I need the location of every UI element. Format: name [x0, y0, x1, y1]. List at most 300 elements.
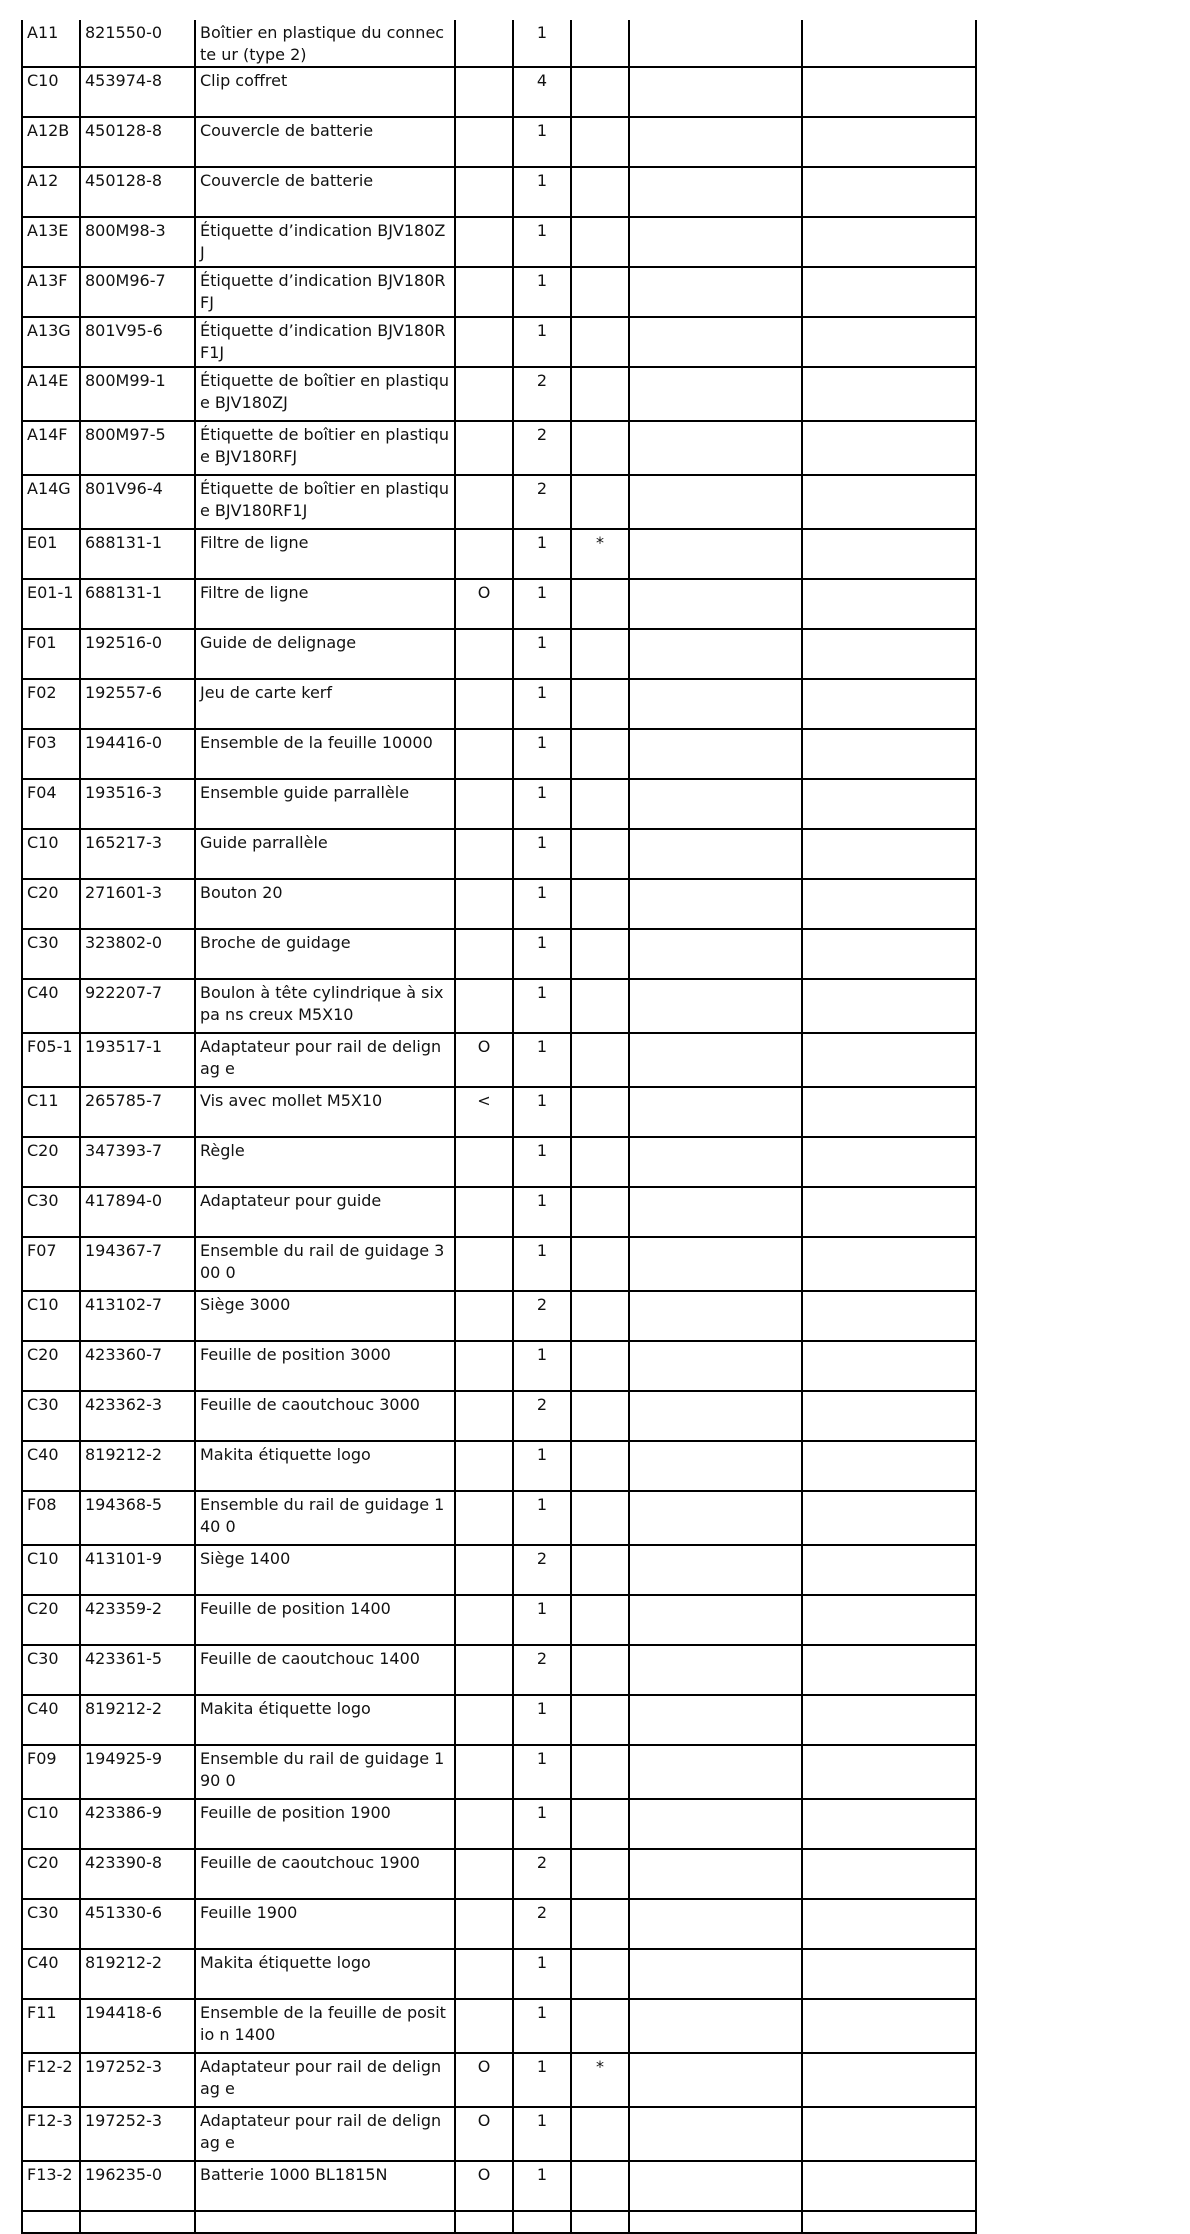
- table-row: [22, 117, 976, 167]
- cell-blank: [629, 829, 802, 879]
- cell-description: Adaptateur pour guide: [195, 1187, 455, 1237]
- cell-note: [571, 217, 629, 267]
- cell-blank: [802, 421, 976, 475]
- cell-ref: C20: [22, 1137, 80, 1187]
- table-row: [22, 1799, 976, 1849]
- cell-option: [455, 1441, 513, 1491]
- cell-blank: [802, 1441, 976, 1491]
- cell-qty: 1: [513, 217, 571, 267]
- cell-qty: 1: [513, 2161, 571, 2211]
- cell-ref: C10: [22, 1799, 80, 1849]
- cell-blank: [629, 1595, 802, 1645]
- table-row: [22, 2053, 976, 2107]
- cell-description: Feuille de caoutchouc 1400: [195, 1645, 455, 1695]
- cell-description: Feuille de position 3000: [195, 1341, 455, 1391]
- cell-ref: F07: [22, 1237, 80, 1291]
- cell-description: Jeu de carte kerf: [195, 679, 455, 729]
- cell-blank: [629, 217, 802, 267]
- cell-description: Filtre de ligne: [195, 529, 455, 579]
- cell-part-no: 453974-8: [80, 67, 195, 117]
- cell-blank: [629, 1999, 802, 2053]
- cell-note: [571, 1799, 629, 1849]
- cell-description: Adaptateur pour rail de delignag e: [195, 2053, 455, 2107]
- cell-note: [571, 1595, 629, 1645]
- cell-description: Ensemble du rail de guidage 190 0: [195, 1745, 455, 1799]
- cell-note: [571, 1999, 629, 2053]
- cell-blank: [802, 1595, 976, 1645]
- table-row: [22, 67, 976, 117]
- cell-blank: [629, 679, 802, 729]
- cell-part-no: 192516-0: [80, 629, 195, 679]
- cell-ref: C20: [22, 1595, 80, 1645]
- cell-note: [571, 2161, 629, 2211]
- cell-option: [455, 979, 513, 1033]
- cell-description: Guide de delignage: [195, 629, 455, 679]
- table-row: [22, 1645, 976, 1695]
- table-row: [22, 1237, 976, 1291]
- cell-ref: C40: [22, 1441, 80, 1491]
- table-row: [22, 167, 976, 217]
- cell-qty: 1: [513, 2107, 571, 2161]
- cell-blank: [629, 629, 802, 679]
- parts-table-body: [22, 20, 976, 2233]
- cell-qty: 1: [513, 529, 571, 579]
- cell-note: [571, 629, 629, 679]
- cell-blank: [629, 2211, 802, 2233]
- cell-ref: A13G: [22, 317, 80, 367]
- cell-blank: [629, 1799, 802, 1849]
- cell-description: Batterie 1000 BL1815N: [195, 2161, 455, 2211]
- cell-blank: [629, 929, 802, 979]
- cell-part-no: 197252-3: [80, 2107, 195, 2161]
- cell-ref: C30: [22, 1187, 80, 1237]
- cell-option: [455, 1695, 513, 1745]
- cell-part-no: 194416-0: [80, 729, 195, 779]
- cell-ref: E01: [22, 529, 80, 579]
- cell-blank: [629, 1695, 802, 1745]
- cell-description: Vis avec mollet M5X10: [195, 1087, 455, 1137]
- cell-option: [455, 779, 513, 829]
- cell-description: Filtre de ligne: [195, 579, 455, 629]
- cell-blank: [802, 1695, 976, 1745]
- cell-blank: [802, 267, 976, 317]
- cell-note: [571, 421, 629, 475]
- cell-description: Ensemble guide parrallèle: [195, 779, 455, 829]
- cell-option: [455, 1899, 513, 1949]
- table-row: [22, 2107, 976, 2161]
- cell-ref: C30: [22, 1645, 80, 1695]
- cell-blank: [629, 2107, 802, 2161]
- cell-note: [571, 1695, 629, 1745]
- table-row: [22, 1087, 976, 1137]
- cell-blank: [802, 729, 976, 779]
- cell-blank: [629, 367, 802, 421]
- cell-blank: [629, 1391, 802, 1441]
- table-row: [22, 1137, 976, 1187]
- cell-note: [571, 1645, 629, 1695]
- cell-part-no: 271601-3: [80, 879, 195, 929]
- cell-part-no: 196235-0: [80, 2161, 195, 2211]
- cell-description: Feuille de caoutchouc 1900: [195, 1849, 455, 1899]
- cell-blank: [629, 579, 802, 629]
- cell-qty: 1: [513, 1949, 571, 1999]
- cell-blank: [802, 317, 976, 367]
- cell-blank: [802, 1491, 976, 1545]
- cell-option: O: [455, 1033, 513, 1087]
- cell-description: Boulon à tête cylindrique à six pa ns creux M5X10: [195, 979, 455, 1033]
- cell-blank: [629, 20, 802, 67]
- cell-part-no: 194925-9: [80, 1745, 195, 1799]
- cell-part-no: 423362-3: [80, 1391, 195, 1441]
- cell-description: Broche de guidage: [195, 929, 455, 979]
- cell-blank: [629, 1545, 802, 1595]
- cell-blank: [802, 629, 976, 679]
- cell-description: Feuille de caoutchouc 3000: [195, 1391, 455, 1441]
- cell-part-no: 450128-8: [80, 117, 195, 167]
- cell-ref: F04: [22, 779, 80, 829]
- cell-note: [571, 779, 629, 829]
- cell-blank: [802, 979, 976, 1033]
- cell-blank: [629, 421, 802, 475]
- cell-part-no: 423361-5: [80, 1645, 195, 1695]
- cell-blank: [802, 2107, 976, 2161]
- cell-qty: 1: [513, 979, 571, 1033]
- table-row: [22, 829, 976, 879]
- cell-description: Ensemble du rail de guidage 140 0: [195, 1491, 455, 1545]
- cell-description: Étiquette de boîtier en plastique BJV180RF1J: [195, 475, 455, 529]
- cell-blank: [629, 729, 802, 779]
- table-row: [22, 1745, 976, 1799]
- cell-part-no: 193516-3: [80, 779, 195, 829]
- cell-qty: 1: [513, 879, 571, 929]
- cell-blank: [629, 1033, 802, 1087]
- cell-note: [571, 317, 629, 367]
- cell-part-no: 193517-1: [80, 1033, 195, 1087]
- cell-qty: 1: [513, 1187, 571, 1237]
- cell-ref: C10: [22, 829, 80, 879]
- cell-part-no: 450128-8: [80, 167, 195, 217]
- cell-ref: A13F: [22, 267, 80, 317]
- cell-option: O: [455, 2053, 513, 2107]
- cell-ref: F01: [22, 629, 80, 679]
- cell-blank: [802, 1899, 976, 1949]
- cell-qty: 1: [513, 1745, 571, 1799]
- cell-blank: [802, 2161, 976, 2211]
- cell-note: [571, 1237, 629, 1291]
- cell-qty: 1: [513, 317, 571, 367]
- cell-blank: [802, 1391, 976, 1441]
- table-row: [22, 1695, 976, 1745]
- cell-option: [455, 475, 513, 529]
- cell-qty: 1: [513, 779, 571, 829]
- cell-blank: [802, 1645, 976, 1695]
- cell-blank: [802, 579, 976, 629]
- cell-qty: 1: [513, 1595, 571, 1645]
- cell-qty: 1: [513, 267, 571, 317]
- cell-description: Makita étiquette logo: [195, 1441, 455, 1491]
- cell-blank: [629, 1491, 802, 1545]
- cell-description: Ensemble du rail de guidage 300 0: [195, 1237, 455, 1291]
- cell-note: [571, 1033, 629, 1087]
- cell-description: Étiquette d’indication BJV180RF1J: [195, 317, 455, 367]
- cell-blank: [629, 1949, 802, 1999]
- cell-part-no: 800M97-5: [80, 421, 195, 475]
- cell-blank: [629, 1645, 802, 1695]
- cell-note: [571, 67, 629, 117]
- table-row: [22, 679, 976, 729]
- cell-ref: C11: [22, 1087, 80, 1137]
- cell-qty: 2: [513, 1849, 571, 1899]
- cell-note: [571, 1849, 629, 1899]
- cell-part-no: 423390-8: [80, 1849, 195, 1899]
- table-row: [22, 2161, 976, 2211]
- table-row: [22, 1391, 976, 1441]
- cell-blank: [629, 879, 802, 929]
- cell-blank: [629, 2161, 802, 2211]
- cell-part-no: 451330-6: [80, 1899, 195, 1949]
- cell-blank: [802, 1087, 976, 1137]
- cell-blank: [802, 1341, 976, 1391]
- cell-note: [571, 367, 629, 421]
- cell-description: Guide parrallèle: [195, 829, 455, 879]
- cell-description: Bouton 20: [195, 879, 455, 929]
- table-row: [22, 475, 976, 529]
- cell-qty: 1: [513, 1799, 571, 1849]
- cell-description: Couvercle de batterie: [195, 167, 455, 217]
- cell-qty: 1: [513, 117, 571, 167]
- cell-part-no: 323802-0: [80, 929, 195, 979]
- cell-qty: 1: [513, 579, 571, 629]
- cell-note: [571, 267, 629, 317]
- cell-ref: F02: [22, 679, 80, 729]
- cell-part-no: 194418-6: [80, 1999, 195, 2053]
- cell-blank: [629, 1187, 802, 1237]
- table-row: [22, 1849, 976, 1899]
- cell-ref: [22, 2211, 80, 2233]
- cell-note: [571, 20, 629, 67]
- cell-qty: 1: [513, 1999, 571, 2053]
- cell-option: [455, 317, 513, 367]
- cell-ref: C10: [22, 67, 80, 117]
- cell-blank: [629, 979, 802, 1033]
- cell-blank: [802, 879, 976, 929]
- cell-blank: [629, 1745, 802, 1799]
- parts-table: [21, 20, 977, 2234]
- cell-ref: F12-3: [22, 2107, 80, 2161]
- cell-option: [455, 1137, 513, 1187]
- cell-option: [455, 879, 513, 929]
- cell-ref: C10: [22, 1291, 80, 1341]
- cell-part-no: 800M99-1: [80, 367, 195, 421]
- cell-note: [571, 879, 629, 929]
- cell-part-no: 819212-2: [80, 1949, 195, 1999]
- cell-qty: 2: [513, 1545, 571, 1595]
- cell-description: Boîtier en plastique du connecte ur (type 2): [195, 20, 455, 67]
- cell-blank: [629, 1849, 802, 1899]
- cell-option: O: [455, 2161, 513, 2211]
- cell-blank: [629, 2053, 802, 2107]
- cell-blank: [629, 317, 802, 367]
- cell-blank: [802, 475, 976, 529]
- cell-note: [571, 2107, 629, 2161]
- cell-ref: F08: [22, 1491, 80, 1545]
- cell-qty: 1: [513, 20, 571, 67]
- cell-blank: [802, 1799, 976, 1849]
- cell-blank: [802, 1545, 976, 1595]
- cell-ref: C30: [22, 1899, 80, 1949]
- cell-qty: 2: [513, 1899, 571, 1949]
- cell-description: Siège 1400: [195, 1545, 455, 1595]
- cell-description: Feuille 1900: [195, 1899, 455, 1949]
- cell-part-no: 800M96-7: [80, 267, 195, 317]
- cell-option: [455, 1745, 513, 1799]
- cell-qty: 1: [513, 829, 571, 879]
- cell-blank: [802, 679, 976, 729]
- cell-note: [571, 1899, 629, 1949]
- cell-blank: [802, 1137, 976, 1187]
- cell-ref: A14E: [22, 367, 80, 421]
- cell-option: [455, 1949, 513, 1999]
- table-row: [22, 729, 976, 779]
- cell-note: [571, 1441, 629, 1491]
- cell-option: [455, 367, 513, 421]
- cell-option: [455, 679, 513, 729]
- cell-part-no: 801V96-4: [80, 475, 195, 529]
- table-row: [22, 979, 976, 1033]
- table-row: [22, 1491, 976, 1545]
- table-row: [22, 1899, 976, 1949]
- table-row: [22, 20, 976, 67]
- cell-part-no: 922207-7: [80, 979, 195, 1033]
- cell-option: <: [455, 1087, 513, 1137]
- cell-description: Clip coffret: [195, 67, 455, 117]
- cell-qty: 1: [513, 1341, 571, 1391]
- table-row: [22, 317, 976, 367]
- cell-note: *: [571, 2053, 629, 2107]
- cell-description: Feuille de position 1400: [195, 1595, 455, 1645]
- table-row: [22, 929, 976, 979]
- cell-qty: 1: [513, 167, 571, 217]
- cell-blank: [802, 929, 976, 979]
- cell-blank: [802, 2211, 976, 2233]
- cell-ref: F09: [22, 1745, 80, 1799]
- cell-note: [571, 1187, 629, 1237]
- cell-description: Couvercle de batterie: [195, 117, 455, 167]
- cell-ref: C30: [22, 929, 80, 979]
- cell-ref: C10: [22, 1545, 80, 1595]
- cell-description: Ensemble de la feuille 10000: [195, 729, 455, 779]
- cell-description: Étiquette d’indication BJV180RFJ: [195, 267, 455, 317]
- cell-qty: 1: [513, 1237, 571, 1291]
- cell-blank: [629, 1087, 802, 1137]
- cell-description: Siège 3000: [195, 1291, 455, 1341]
- table-row: [22, 529, 976, 579]
- cell-description: Makita étiquette logo: [195, 1695, 455, 1745]
- cell-ref: C20: [22, 1341, 80, 1391]
- cell-ref: F12-2: [22, 2053, 80, 2107]
- cell-note: [571, 1491, 629, 1545]
- cell-option: [455, 1799, 513, 1849]
- cell-ref: A14G: [22, 475, 80, 529]
- cell-blank: [629, 167, 802, 217]
- cell-blank: [629, 475, 802, 529]
- cell-qty: 1: [513, 1491, 571, 1545]
- cell-option: [455, 929, 513, 979]
- table-row: [22, 367, 976, 421]
- cell-part-no: 165217-3: [80, 829, 195, 879]
- table-row: [22, 879, 976, 929]
- cell-part-no: 423386-9: [80, 1799, 195, 1849]
- cell-option: [455, 629, 513, 679]
- cell-description: Feuille de position 1900: [195, 1799, 455, 1849]
- table-row: [22, 217, 976, 267]
- cell-note: [571, 1391, 629, 1441]
- cell-note: [571, 679, 629, 729]
- cell-qty: 2: [513, 475, 571, 529]
- table-row: [22, 1187, 976, 1237]
- cell-part-no: 821550-0: [80, 20, 195, 67]
- table-row: [22, 421, 976, 475]
- cell-qty: 1: [513, 729, 571, 779]
- cell-note: [571, 929, 629, 979]
- cell-description: Adaptateur pour rail de delignag e: [195, 1033, 455, 1087]
- cell-option: [455, 1849, 513, 1899]
- table-row: [22, 267, 976, 317]
- cell-note: [571, 979, 629, 1033]
- cell-blank: [802, 829, 976, 879]
- cell-ref: A14F: [22, 421, 80, 475]
- cell-part-no: 819212-2: [80, 1441, 195, 1491]
- cell-part-no: 417894-0: [80, 1187, 195, 1237]
- cell-description: Adaptateur pour rail de delignag e: [195, 2107, 455, 2161]
- cell-qty: 4: [513, 67, 571, 117]
- cell-option: [455, 67, 513, 117]
- cell-blank: [802, 117, 976, 167]
- cell-note: [571, 729, 629, 779]
- cell-blank: [802, 1291, 976, 1341]
- cell-option: [455, 1187, 513, 1237]
- cell-ref: F11: [22, 1999, 80, 2053]
- cell-ref: C40: [22, 1949, 80, 1999]
- cell-qty: [513, 2211, 571, 2233]
- cell-blank: [802, 67, 976, 117]
- cell-blank: [802, 1187, 976, 1237]
- cell-ref: C40: [22, 1695, 80, 1745]
- cell-option: [455, 2211, 513, 2233]
- cell-option: [455, 167, 513, 217]
- cell-blank: [802, 20, 976, 67]
- cell-qty: 1: [513, 1087, 571, 1137]
- cell-qty: 2: [513, 1645, 571, 1695]
- cell-blank: [629, 1237, 802, 1291]
- cell-part-no: 265785-7: [80, 1087, 195, 1137]
- cell-note: [571, 1291, 629, 1341]
- cell-part-no: 192557-6: [80, 679, 195, 729]
- cell-part-no: 688131-1: [80, 529, 195, 579]
- cell-part-no: 197252-3: [80, 2053, 195, 2107]
- cell-description: Étiquette de boîtier en plastique BJV180ZJ: [195, 367, 455, 421]
- cell-option: [455, 117, 513, 167]
- cell-note: [571, 475, 629, 529]
- cell-option: [455, 1491, 513, 1545]
- cell-part-no: 194367-7: [80, 1237, 195, 1291]
- cell-blank: [629, 1137, 802, 1187]
- cell-qty: 2: [513, 1291, 571, 1341]
- cell-option: [455, 1391, 513, 1441]
- cell-note: *: [571, 529, 629, 579]
- cell-blank: [802, 1999, 976, 2053]
- cell-option: [455, 529, 513, 579]
